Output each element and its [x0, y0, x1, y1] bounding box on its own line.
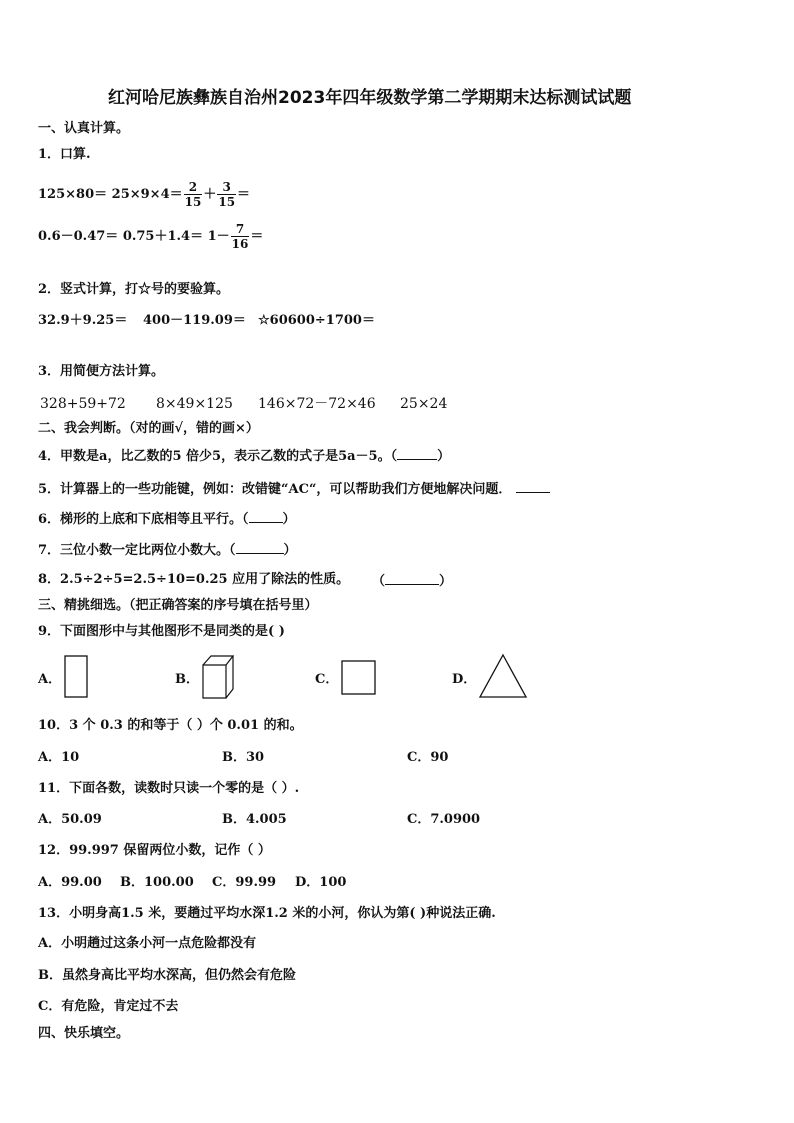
q10-option-c[interactable]: C．90	[407, 750, 449, 765]
q10-stem: 10．3 个 0.3 的和等于（ ）个 0.01 的和。	[38, 718, 303, 733]
triangle-shape	[479, 654, 529, 700]
q7-close-paren: ）	[283, 543, 297, 558]
q5	[38, 480, 550, 498]
q1-row-1	[38, 180, 250, 209]
q1-expr-4: 0.6－0.47＝	[38, 229, 119, 244]
q1-row-2	[38, 222, 263, 251]
page-title: 红河哈尼族彝族自治州2023年四年级数学第二学期期末达标测试试题	[108, 88, 632, 108]
q4-answer-blank[interactable]	[397, 447, 437, 460]
q1-expr-2: 25×9×4＝	[111, 187, 183, 202]
fraction-7-16: $\frac{7}{16}$	[231, 222, 249, 251]
q1-label: 1．口算.	[38, 147, 91, 162]
q7-text: 7．三位小数一定比两位小数大。（	[38, 543, 236, 558]
q11-option-a[interactable]: A．50.09	[38, 812, 102, 827]
q9-option-b-label[interactable]: B．	[175, 672, 199, 687]
q8	[38, 572, 349, 588]
section-1-heading: 一、认真计算。	[38, 121, 130, 136]
fraction-2-15: $\frac{2}{15}$	[184, 180, 202, 209]
square-shape	[341, 660, 377, 696]
q8-text: 8．2.5÷2÷5=2.5÷10=0.25 应用了除法的性质。	[38, 572, 350, 587]
q2-expr-b: 400－119.09＝	[143, 313, 246, 328]
q7-answer-blank[interactable]	[236, 541, 284, 554]
section-2-heading: 二、我会判断。（对的画√，错的画×）	[38, 421, 259, 436]
q2-label: 2．竖式计算，打☆号的要验算。	[38, 282, 230, 297]
q11-option-c[interactable]: C．7.0900	[407, 812, 481, 827]
q12-stem: 12．99.997 保留两位小数，记作（ ）	[38, 843, 271, 858]
q2-expr-a: 32.9＋9.25＝	[38, 313, 128, 328]
q3-expr-b: 8×49×125	[156, 396, 233, 412]
q6-close-paren: ）	[282, 512, 296, 527]
equals-sign-2: ＝	[250, 229, 264, 244]
q4-close-paren: ）	[437, 449, 451, 464]
q11-option-b[interactable]: B．4.005	[222, 812, 287, 827]
q9-option-d-label[interactable]: D．	[452, 672, 477, 687]
q2-expr-c: ☆60600÷1700＝	[258, 313, 375, 328]
fraction-3-15: $\frac{3}{15}$	[218, 180, 236, 209]
equals-sign: ＝	[237, 187, 251, 202]
q6	[38, 510, 296, 528]
q6-answer-blank[interactable]	[249, 510, 283, 523]
q11-stem: 11．下面各数，读数时只读一个零的是（ ）.	[38, 781, 300, 796]
q13-stem: 13．小明身高1.5 米，要趟过平均水深1.2 米的小河，你认为第( )种说法正确.	[38, 906, 496, 921]
q9-option-c-label[interactable]: C．	[315, 672, 339, 687]
q1-expr-5: 0.75＋1.4＝	[122, 229, 204, 244]
q3-expr-c: 146×72－72×46	[258, 396, 376, 412]
plus-sign: ＋	[203, 187, 217, 202]
q8-close-paren: ）	[439, 574, 453, 589]
q10-option-b[interactable]: B．30	[222, 750, 265, 765]
q4	[38, 447, 450, 465]
q12-option-d[interactable]: D．100	[295, 875, 347, 890]
q9-option-a-label[interactable]: A．	[38, 672, 62, 687]
q1-expr-6: 1－	[207, 229, 230, 244]
rectangle-shape	[64, 655, 88, 699]
section-3-heading: 三、精挑细选。（把正确答案的序号填在括号里）	[38, 598, 318, 613]
section-4-heading: 四、快乐填空。	[38, 1026, 130, 1041]
q1-expr-1: 125×80＝	[38, 187, 108, 202]
q3-expr-a: 328+59+72	[40, 396, 126, 412]
cuboid-shape	[200, 653, 236, 701]
q10-option-a[interactable]: A．10	[38, 750, 80, 765]
q8-open-paren: （	[372, 574, 386, 589]
q13-option-c[interactable]: C．有危险，肯定过不去	[38, 999, 179, 1014]
q3-label: 3．用简便方法计算。	[38, 364, 165, 379]
q5-answer-blank[interactable]	[516, 480, 550, 493]
q12-option-c[interactable]: C．99.99	[212, 875, 277, 890]
q12-option-a[interactable]: A．99.00	[38, 875, 102, 890]
q13-option-b[interactable]: B．虽然身高比平均水深高，但仍然会有危险	[38, 968, 296, 983]
q8-answer-blank[interactable]	[385, 572, 439, 585]
q9-stem: 9．下面图形中与其他图形不是同类的是( )	[38, 624, 285, 639]
q3-expr-d: 25×24	[400, 396, 448, 412]
q5-text: 5．计算器上的一些功能键，例如：改错键“AC“，可以帮助我们方便地解决问题．	[38, 482, 512, 497]
q6-text: 6．梯形的上底和下底相等且平行。（	[38, 512, 249, 527]
q13-option-a[interactable]: A．小明趟过这条小河一点危险都没有	[38, 936, 257, 951]
q7	[38, 541, 297, 559]
q4-text: 4．甲数是a，比乙数的5 倍少5，表示乙数的式子是5a－5。（	[38, 449, 398, 464]
q12-option-b[interactable]: B．100.00	[120, 875, 194, 890]
q8-answer	[372, 572, 452, 590]
